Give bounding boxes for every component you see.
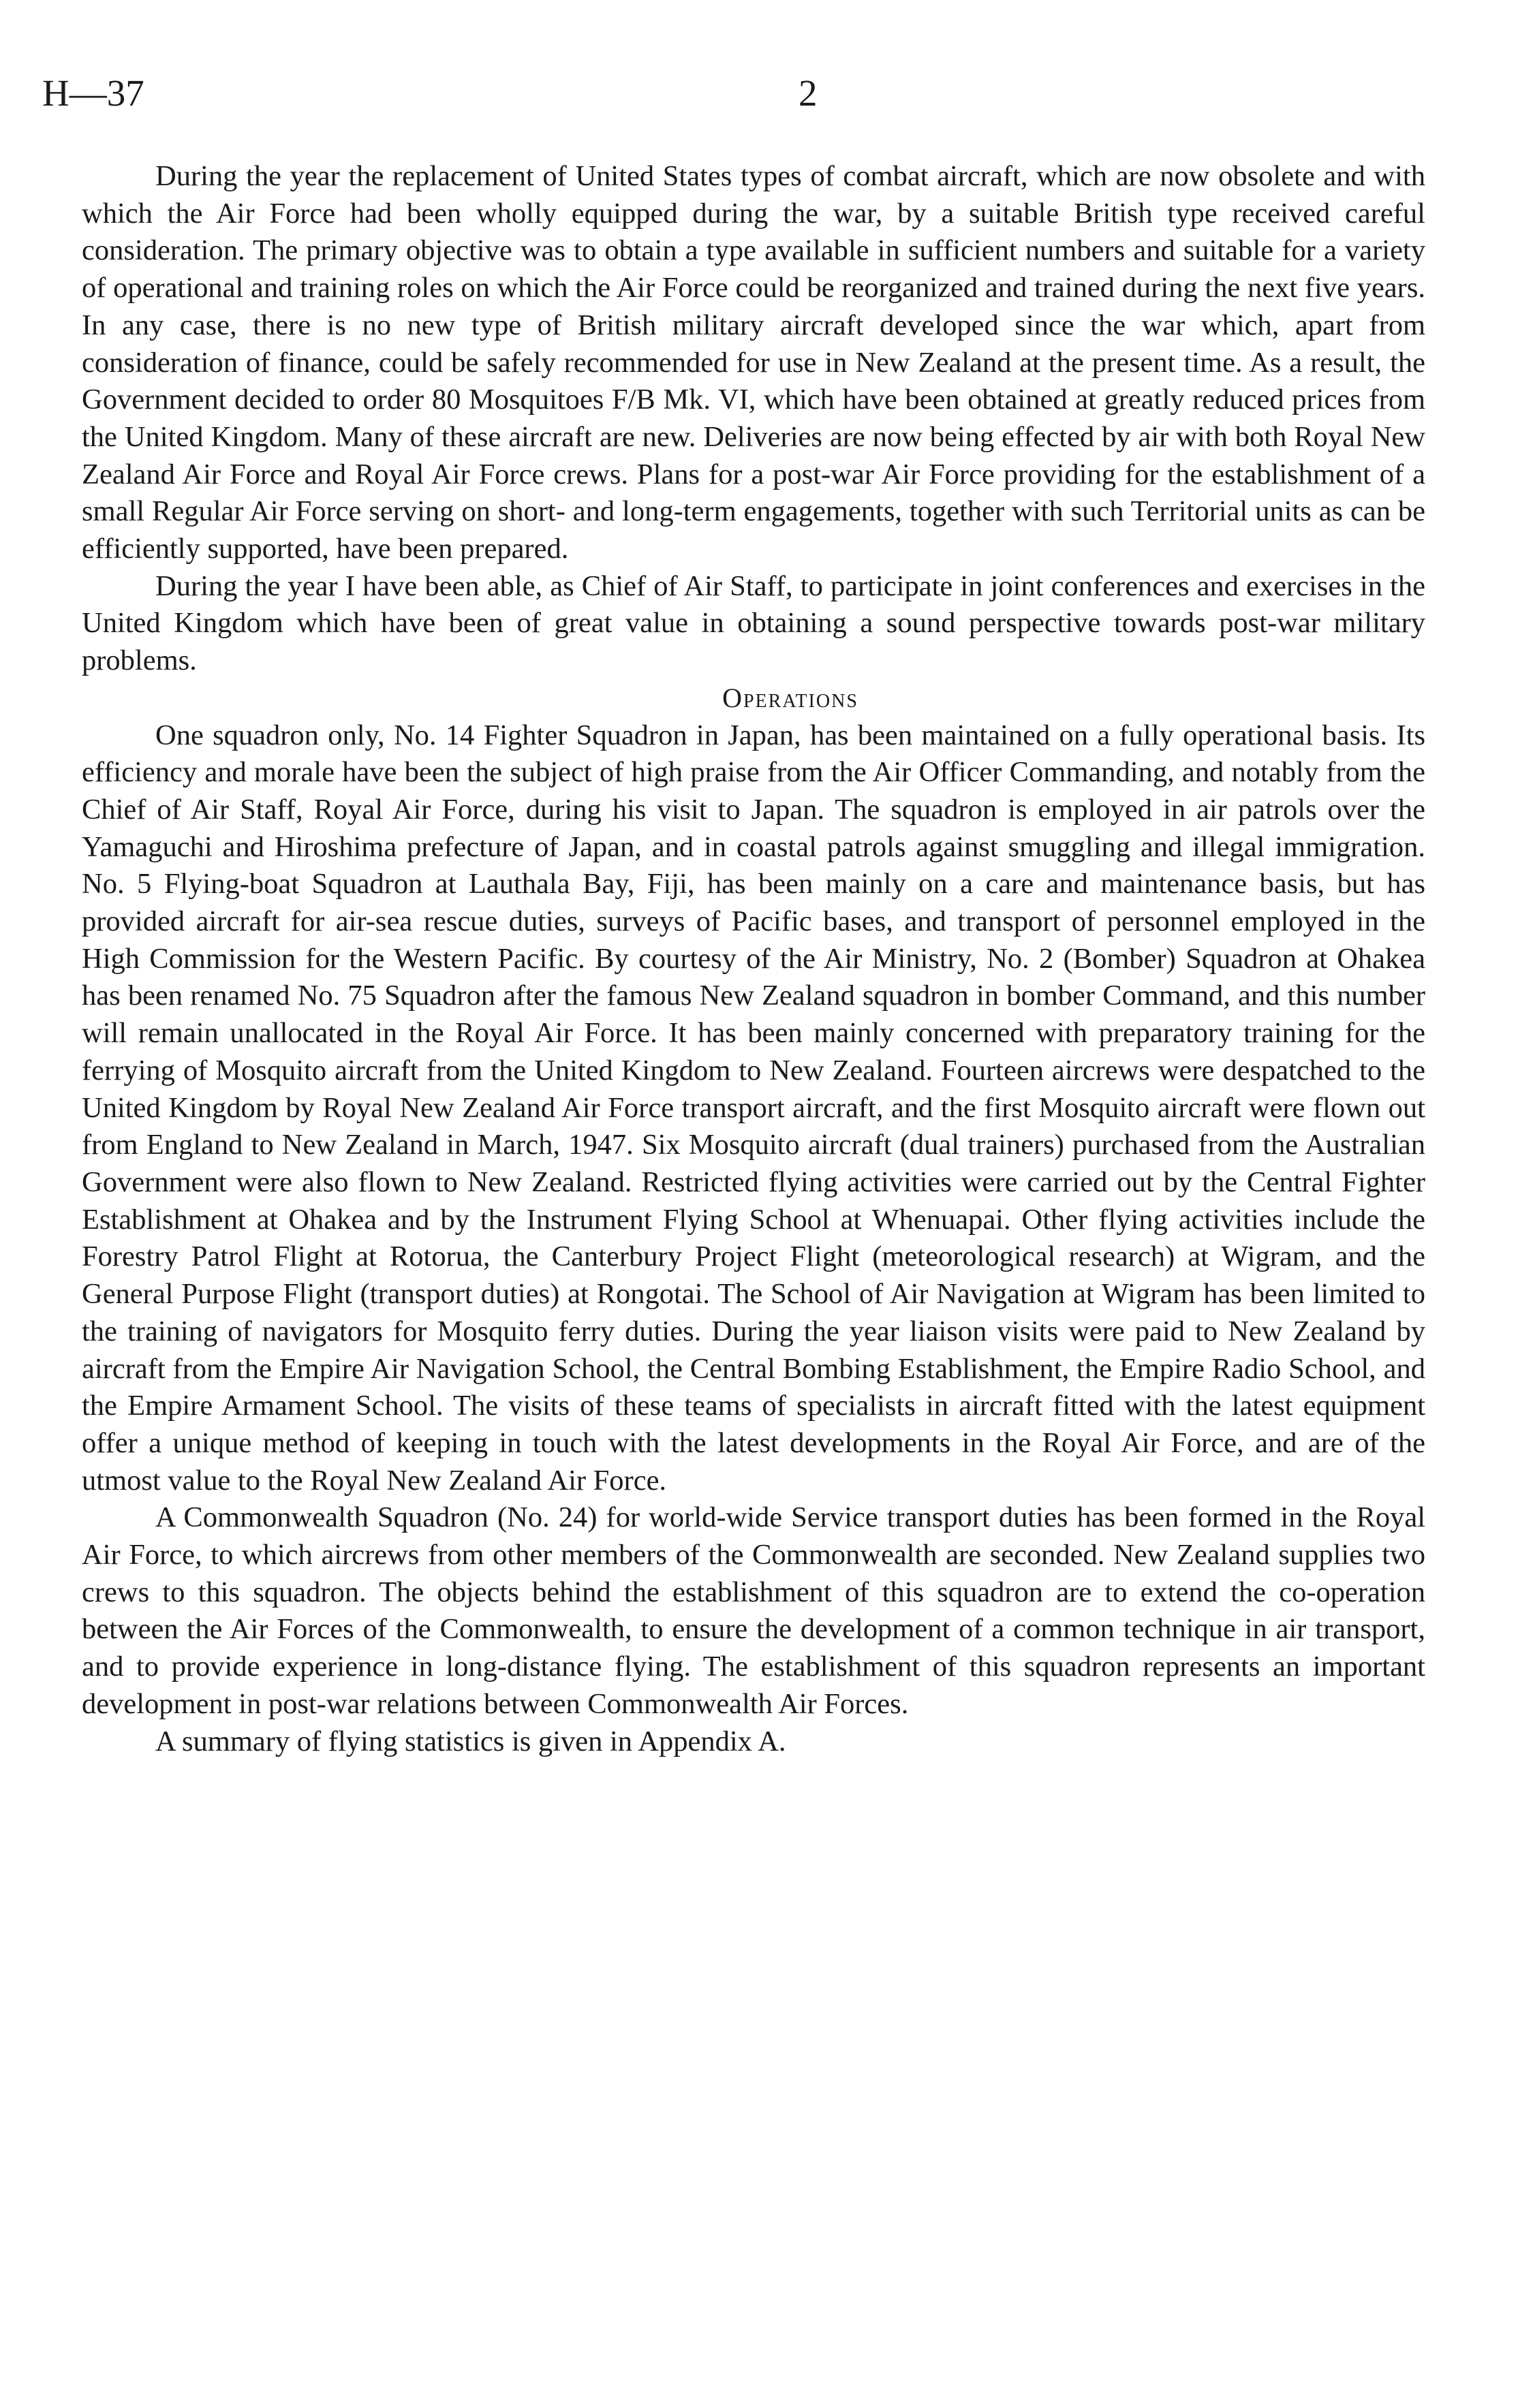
page-header	[42, 72, 1432, 119]
page-number: 2	[799, 72, 818, 114]
section-heading-operations	[82, 680, 1425, 717]
paragraph-aircraft-replacement: During the year the replacement of United States types of combat aircraft, which are now obsolete and with which the Air Force had been wholly equipped during the war, by a suitable British type received careful consideration. The primary objective was to obtain a type available in sufficient numbers and suitable for a variety of operational and training roles on which the Air Force could be reorganized and trained during the next five years. In any case, there is no new type of British military aircraft developed since the war which, apart from consideration of finance, could be safely recommended for use in New Zealand at the present time. As a result, the Government decided to order 80 Mosquitoes F/B Mk. VI, which have been obtained at greatly reduced prices from the United Kingdom. Many of these aircraft are new. Deliveries are now being effected by air with both Royal New Zealand Air Force and Royal Air Force crews. Plans for a post-war Air Force providing for the establishment of a small Regular Air Force serving on short- and long-term engagements, together with such Territorial units as can be efficiently supported, have been prepared.	[82, 160, 1425, 565]
section-heading-text: Operations	[722, 682, 858, 713]
paragraph-operations: One squadron only, No. 14 Fighter Squadron in Japan, has been maintained on a fully operational basis. Its efficiency and morale have been the subject of high praise from the Air Officer Commanding, and notably from the Chief of Air Staff, Royal Air Force, during his visit to Japan. The squadron is employed in air patrols over the Yamaguchi and Hiroshima prefecture of Japan, and in coastal patrols against smuggling and illegal immigration. No. 5 Flying-boat Squadron at Lauthala Bay, Fiji, has been mainly on a care and maintenance basis, but has provided aircraft for air-sea rescue duties, surveys of Pacific bases, and transport of personnel employed in the High Commission for the Western Pacific. By courtesy of the Air Ministry, No. 2 (Bomber) Squadron at Ohakea has been renamed No. 75 Squadron after the famous New Zealand squadron in bomber Command, and this number will remain unallocated in the Royal Air Force. It has been mainly concerned with preparatory training for the ferrying of Mosquito aircraft from the United Kingdom to New Zealand. Fourteen aircrews were despatched to the United Kingdom by Royal New Zealand Air Force transport aircraft, and the first Mosquito aircraft were flown out from England to New Zealand in March, 1947. Six Mosquito aircraft (dual trainers) purchased from the Australian Government were also flown to New Zealand. Restricted flying activities were carried out by the Central Fighter Establishment at Ohakea and by the Instrument Flying School at Whenuapai. Other flying activities include the Forestry Patrol Flight at Rotorua, the Canterbury Project Flight (meteorological research) at Wigram, and the General Purpose Flight (transport duties) at Rongotai. The School of Air Navigation at Wigram has been limited to the training of navigators for Mosquito ferry duties. During the year liaison visits were paid to New Zealand by aircraft from the Empire Air Navigation School, the Central Bombing Establishment, the Empire Radio School, and the Empire Armament School. The visits of these teams of specialists in aircraft fitted with the latest equipment offer a unique method of keeping in touch with the latest developments in the Royal Air Force, and are of the utmost value to the Royal New Zealand Air Force.	[82, 719, 1425, 1497]
paragraph-chief-of-air-staff: During the year I have been able, as Chief of Air Staff, to participate in joint conferences and exercises in the United Kingdom which have been of great value in obtaining a sound perspective towards post-war military problems.	[82, 569, 1425, 677]
report-reference: H—37	[42, 72, 144, 114]
paragraph-commonwealth-squadron: A Commonwealth Squadron (No. 24) for world-wide Service transport duties has been formed in the Royal Air Force, to which aircrews from other members of the Commonwealth are seconded. New Zealand supplies two crews to this squadron. The objects behind the establishment of this squadron are to extend the co-operation between the Air Forces of the Commonwealth, to ensure the development of a common technique in air transport, and to provide experience in long-distance flying. The establishment of this squadron represents an important development in post-war relations between Commonwealth Air Forces.	[82, 1501, 1425, 1720]
body-text	[82, 158, 1425, 1760]
paragraph-flying-statistics: A summary of flying statistics is given in Appendix A.	[155, 1725, 786, 1757]
